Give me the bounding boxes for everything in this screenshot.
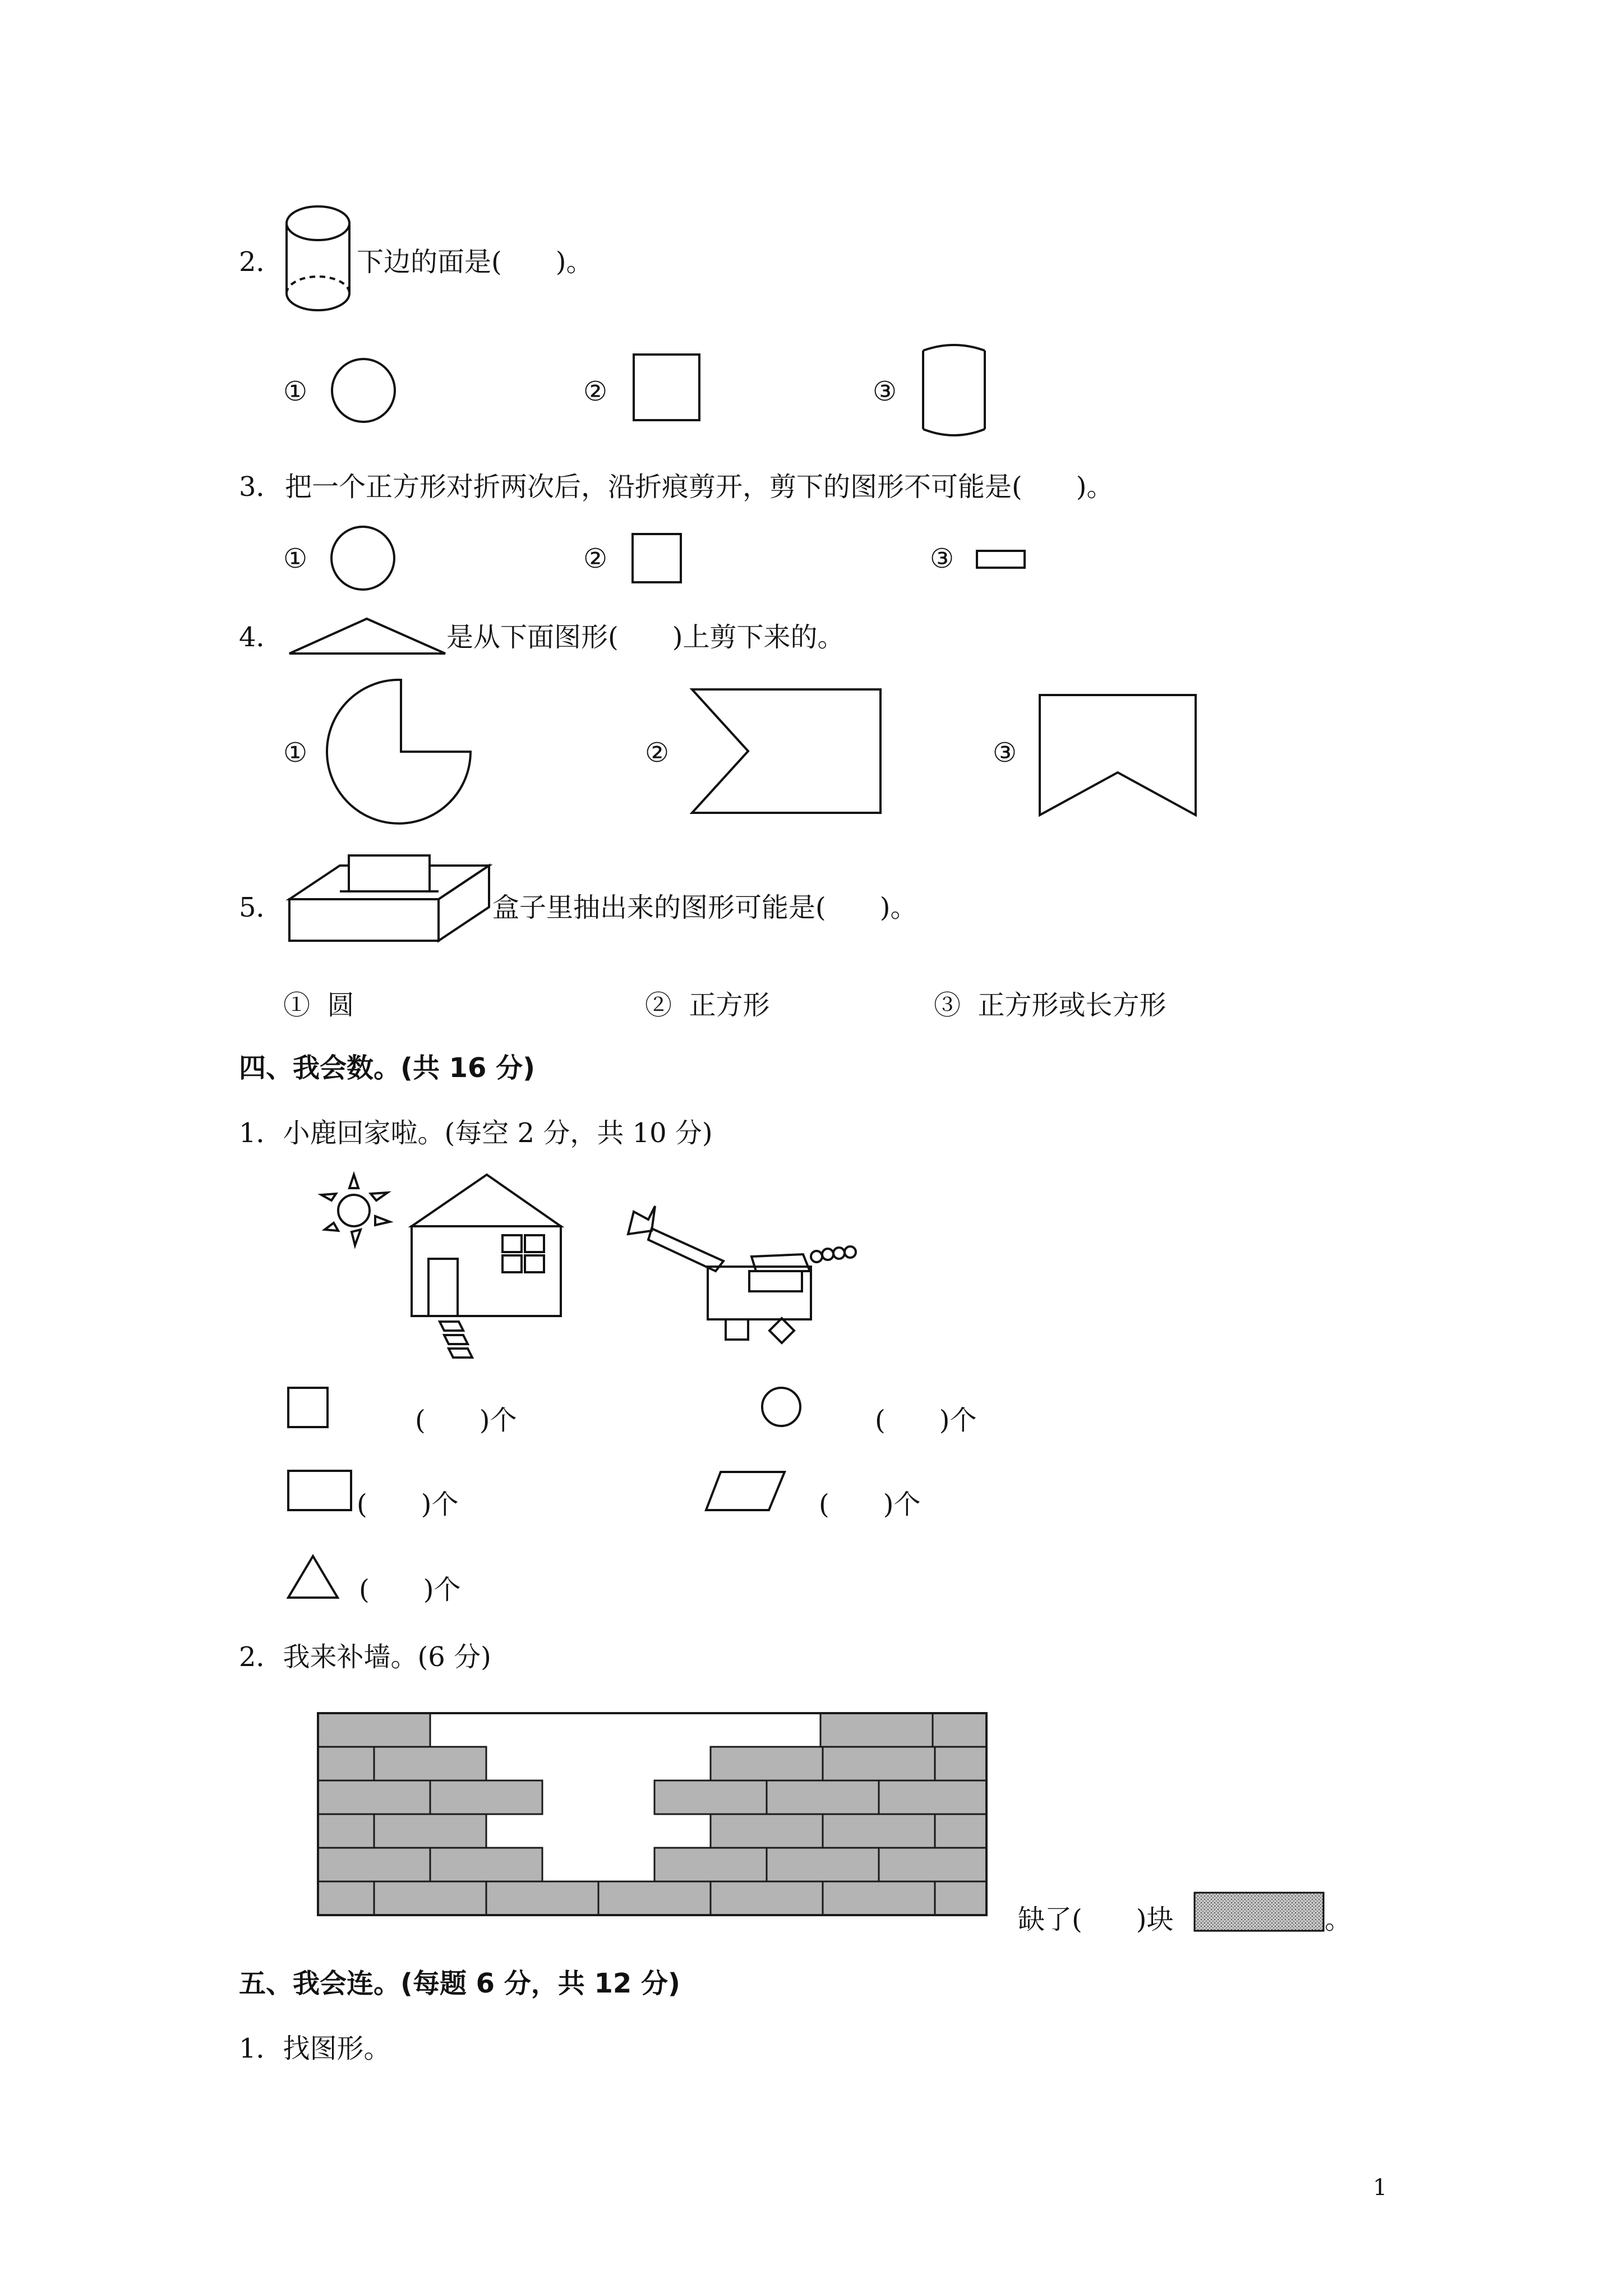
triangle-cutout-figure — [287, 614, 450, 659]
square-count-icon — [286, 1386, 331, 1430]
wall-answer-prefix[interactable]: 缺了( )块 — [1018, 1904, 1174, 1935]
q3-option-1-label: ① — [283, 543, 308, 574]
brick-wall-figure — [317, 1712, 990, 1920]
cylinder-side-option-figure[interactable] — [920, 345, 990, 440]
brick — [318, 1881, 374, 1915]
brick — [430, 1848, 542, 1881]
brick — [318, 1747, 374, 1780]
pacman-circle-option-figure[interactable] — [328, 679, 482, 833]
parallelogram-count-icon — [704, 1470, 788, 1515]
q3-option-3-label: ③ — [930, 543, 955, 574]
brick — [318, 1848, 430, 1881]
brick — [933, 1713, 986, 1747]
notched-rectangle-option-figure[interactable] — [690, 687, 886, 819]
triangle-count-blank[interactable]: ( )个 — [359, 1574, 461, 1605]
sun-figure — [317, 1171, 395, 1250]
square-count-blank[interactable]: ( )个 — [415, 1405, 517, 1436]
brick — [823, 1747, 935, 1780]
brick — [374, 1747, 486, 1780]
brick — [823, 1881, 935, 1915]
q3-option-2-label: ② — [583, 543, 608, 574]
q4-number: 4． — [239, 622, 283, 653]
banner-option-figure[interactable] — [1038, 693, 1200, 822]
brick — [374, 1814, 486, 1848]
q2-option-2-label: ② — [583, 376, 608, 407]
page-number: 1 — [1373, 2175, 1387, 2201]
q2-number: 2． — [239, 246, 283, 278]
q3-text: 把一个正方形对折两次后，沿折痕剪开，剪下的图形不可能是( )。 — [285, 471, 1114, 503]
box-figure — [286, 850, 494, 962]
square-option-figure[interactable] — [633, 353, 703, 424]
q4-option-2-label: ② — [645, 737, 670, 769]
brick-sample-icon — [1193, 1892, 1328, 1936]
brick — [318, 1713, 430, 1747]
q5-option-3[interactable]: ③ 正方形或长方形 — [934, 990, 1166, 1021]
q4-text: 是从下面图形( )上剪下来的。 — [446, 622, 845, 653]
brick — [374, 1881, 486, 1915]
wall-answer-suffix: 。 — [1325, 1904, 1352, 1935]
q2-option-1-label: ① — [283, 376, 308, 407]
q2-option-3-label: ③ — [873, 376, 897, 407]
q4-option-3-label: ③ — [993, 737, 1017, 769]
q3-number: 3． — [239, 471, 283, 503]
circle-count-icon — [760, 1386, 805, 1430]
rectangle-count-blank[interactable]: ( )个 — [357, 1489, 459, 1520]
q5-text: 盒子里抽出来的图形可能是( )。 — [492, 892, 917, 923]
q5-option-1[interactable]: ① 圆 — [283, 990, 354, 1021]
brick — [654, 1780, 767, 1814]
brick — [767, 1780, 879, 1814]
brick — [654, 1848, 767, 1881]
house-figure — [408, 1172, 565, 1374]
brick — [879, 1848, 986, 1881]
triangle-count-icon — [286, 1553, 342, 1603]
circle-option-figure[interactable] — [330, 525, 400, 595]
section-4-q2-text: 2．我来补墙。(6 分) — [239, 1641, 491, 1673]
brick — [820, 1713, 933, 1747]
rectangle-option-figure[interactable] — [976, 550, 1029, 572]
parallelogram-count-blank[interactable]: ( )个 — [819, 1489, 921, 1520]
circle-option-figure[interactable] — [330, 357, 403, 430]
brick — [711, 1814, 823, 1848]
brick — [711, 1747, 823, 1780]
q4-option-1-label: ① — [283, 737, 308, 769]
section-5-q1-text: 1．找图形。 — [239, 2033, 391, 2064]
q5-number: 5． — [239, 892, 283, 923]
circle-count-blank[interactable]: ( )个 — [875, 1405, 977, 1436]
cylinder-figure — [283, 202, 356, 320]
section-4-q1-text: 1．小鹿回家啦。(每空 2 分，共 10 分) — [239, 1117, 713, 1149]
square-option-figure[interactable] — [631, 533, 685, 586]
q2-text: 下边的面是( )。 — [357, 246, 593, 278]
brick — [935, 1747, 986, 1780]
section-4-heading: 四、我会数。(共 16 分) — [239, 1052, 536, 1084]
brick — [935, 1881, 986, 1915]
brick — [767, 1848, 879, 1881]
brick — [430, 1780, 542, 1814]
section-5-heading: 五、我会连。(每题 6 分，共 12 分) — [239, 1968, 680, 1999]
rectangle-count-icon — [286, 1469, 353, 1513]
brick — [598, 1881, 711, 1915]
brick — [879, 1780, 986, 1814]
brick — [823, 1814, 935, 1848]
brick — [318, 1814, 374, 1848]
brick — [711, 1881, 823, 1915]
deer-figure — [623, 1200, 875, 1369]
q5-option-2[interactable]: ② 正方形 — [645, 990, 770, 1021]
brick — [486, 1881, 598, 1915]
brick — [935, 1814, 986, 1848]
brick — [318, 1780, 430, 1814]
